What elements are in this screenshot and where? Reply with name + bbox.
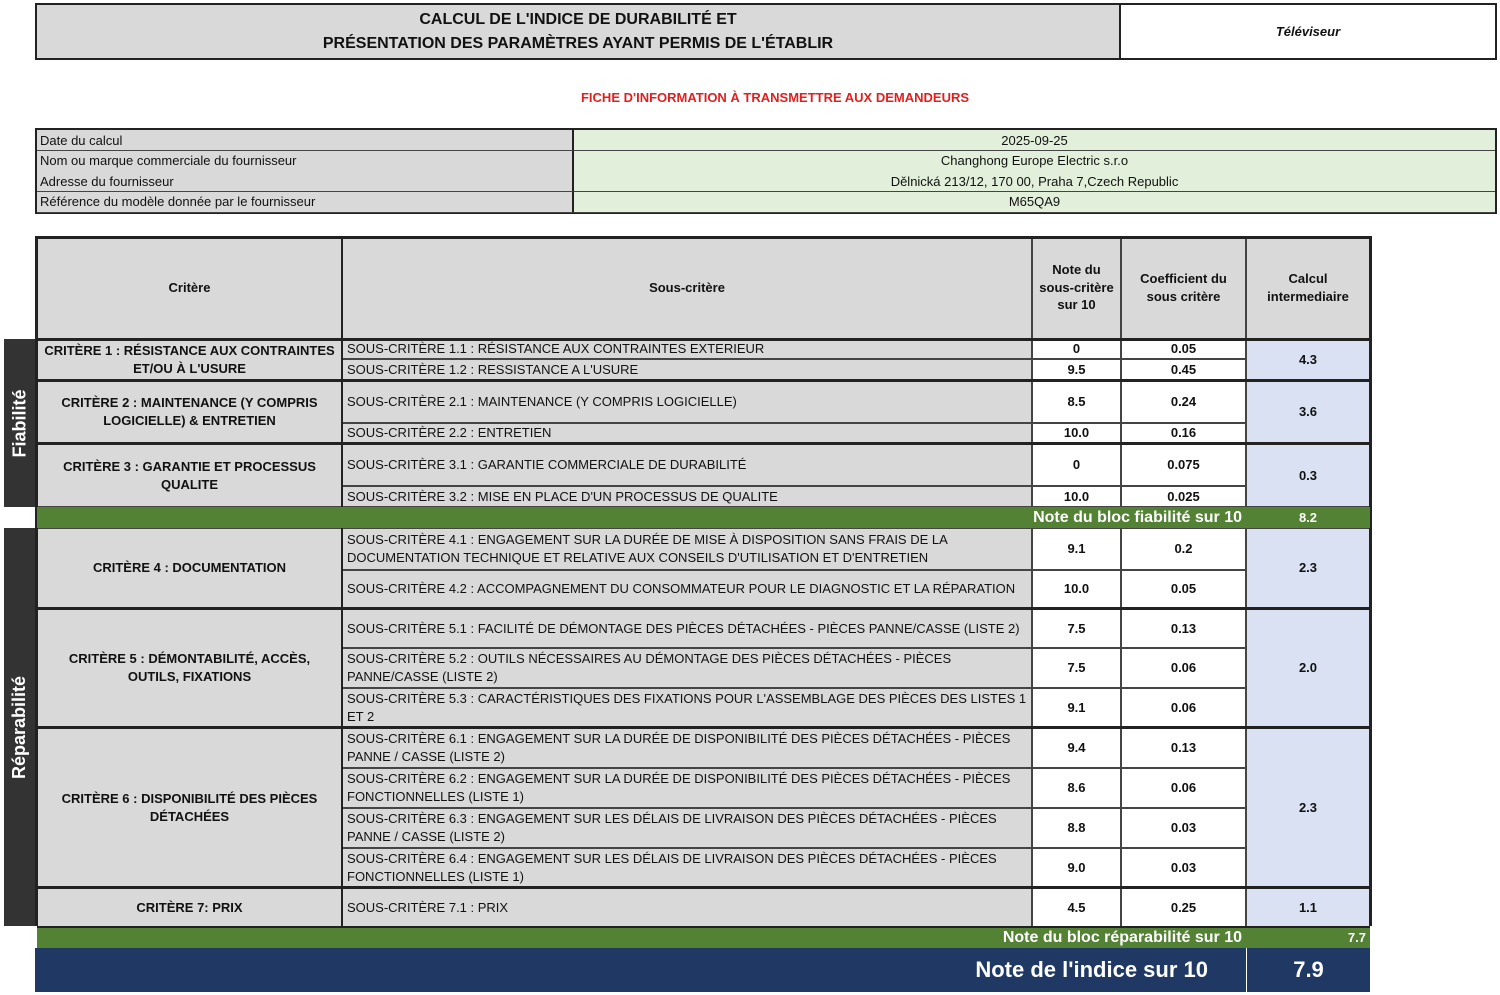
header-coef: Coefficient du sous critère bbox=[1121, 236, 1246, 339]
sub-criterion-coef: 0.06 bbox=[1121, 768, 1246, 808]
title-line-1: CALCUL DE L'INDICE DE DURABILITÉ ET bbox=[419, 10, 737, 28]
sub-criterion-note: 0 bbox=[1032, 339, 1121, 359]
sub-criterion-coef: 0.45 bbox=[1121, 359, 1246, 380]
product-type: Téléviseur bbox=[1121, 3, 1497, 60]
row-separator bbox=[37, 442, 1370, 445]
block-label-fiabilite: Fiabilité bbox=[4, 339, 35, 507]
sub-criterion-label: SOUS-CRITÈRE 3.2 : MISE EN PLACE D'UN PROCESSUS DE QUALITE bbox=[342, 486, 1032, 507]
sub-criterion-note: 9.5 bbox=[1032, 359, 1121, 380]
criterion-name: CRITÈRE 7: PRIX bbox=[37, 888, 342, 927]
criterion-name: CRITÈRE 1 : RÉSISTANCE AUX CONTRAINTES ET/OU À L'USURE bbox=[37, 339, 342, 380]
criterion-name: CRITÈRE 6 : DISPONIBILITÉ DES PIÈCES DÉTACHÉES bbox=[37, 728, 342, 888]
column-separator bbox=[341, 236, 343, 926]
sub-criterion-label: SOUS-CRITÈRE 4.1 : ENGAGEMENT SUR LA DURÉE DE MISE À DISPOSITION SANS FRAIS DE LA DOCUMENTATION TECHNIQUE ET RELATIVE AUX CONSEILS D'UTILISATION ET D'ENTRETIEN bbox=[342, 528, 1032, 570]
page-title bbox=[35, 3, 1121, 60]
sub-criterion-coef: 0.2 bbox=[1121, 528, 1246, 570]
criterion-name: CRITÈRE 3 : GARANTIE ET PROCESSUS QUALITE bbox=[37, 444, 342, 507]
sub-criterion-coef: 0.13 bbox=[1121, 728, 1246, 768]
sub-criterion-label: SOUS-CRITÈRE 6.3 : ENGAGEMENT SUR LES DÉLAIS DE LIVRAISON DES PIÈCES DÉTACHÉES - PIÈCES PANNE / CASSE (LISTE 2) bbox=[342, 808, 1032, 848]
sub-criterion-coef: 0.16 bbox=[1121, 423, 1246, 443]
sub-criterion-label: SOUS-CRITÈRE 2.2 : ENTRETIEN bbox=[342, 423, 1032, 443]
sub-criterion-label: SOUS-CRITÈRE 6.1 : ENGAGEMENT SUR LA DURÉE DE DISPONIBILITÉ DES PIÈCES DÉTACHÉES - PIÈCES PANNE / CASSE (LISTE 2) bbox=[342, 728, 1032, 768]
info-value: M65QA9 bbox=[574, 192, 1495, 213]
row-separator bbox=[37, 607, 1370, 610]
sub-criterion-label: SOUS-CRITÈRE 5.1 : FACILITÉ DE DÉMONTAGE DES PIÈCES DÉTACHÉES - PIÈCES PANNE/CASSE (LISTE 2) bbox=[342, 609, 1032, 648]
sub-criterion-label: SOUS-CRITÈRE 6.2 : ENGAGEMENT SUR LA DURÉE DE DISPONIBILITÉ DES PIÈCES DÉTACHÉES - PIÈCES FONCTIONNELLES (LISTE 1) bbox=[342, 768, 1032, 808]
info-row bbox=[37, 151, 1495, 172]
row-separator bbox=[37, 379, 1370, 382]
sub-criterion-label: SOUS-CRITÈRE 1.1 : RÉSISTANCE AUX CONTRAINTES EXTERIEUR bbox=[342, 339, 1032, 359]
criterion-name: CRITÈRE 5 : DÉMONTABILITÉ, ACCÈS, OUTILS, FIXATIONS bbox=[37, 609, 342, 727]
sub-criterion-label: SOUS-CRITÈRE 7.1 : PRIX bbox=[342, 888, 1032, 927]
sub-criterion-note: 10.0 bbox=[1032, 486, 1121, 507]
row-separator bbox=[37, 236, 1370, 239]
sub-criterion-note: 7.5 bbox=[1032, 609, 1121, 648]
row-separator bbox=[37, 886, 1370, 889]
info-row bbox=[37, 192, 1495, 213]
sub-criterion-label: SOUS-CRITÈRE 2.1 : MAINTENANCE (Y COMPRIS LOGICIELLE) bbox=[342, 381, 1032, 423]
info-row bbox=[37, 171, 1495, 192]
sub-criterion-coef: 0.06 bbox=[1121, 688, 1246, 727]
sub-criterion-note: 8.8 bbox=[1032, 808, 1121, 848]
info-label: Référence du modèle donnée par le fournisseur bbox=[37, 192, 574, 213]
sub-criterion-coef: 0.075 bbox=[1121, 444, 1246, 486]
info-table bbox=[35, 128, 1497, 214]
sub-criterion-label: SOUS-CRITÈRE 6.4 : ENGAGEMENT SUR LES DÉLAIS DE LIVRAISON DES PIÈCES DÉTACHÉES - PIÈCES FONCTIONNELLES (LISTE 1) bbox=[342, 848, 1032, 888]
block-label-reparabilite: Réparabilité bbox=[4, 528, 35, 926]
calcul-intermediaire: 2.3 bbox=[1246, 728, 1370, 888]
indice-total-value: 7.9 bbox=[1246, 948, 1370, 992]
sub-criterion-note: 7.5 bbox=[1032, 648, 1121, 688]
sub-criterion-coef: 0.25 bbox=[1121, 888, 1246, 927]
sub-criterion-note: 8.6 bbox=[1032, 768, 1121, 808]
calcul-intermediaire: 1.1 bbox=[1246, 888, 1370, 927]
sub-criterion-label: SOUS-CRITÈRE 4.2 : ACCOMPAGNEMENT DU CONSOMMATEUR POUR LE DIAGNOSTIC ET LA RÉPARATION bbox=[342, 570, 1032, 608]
sub-criterion-note: 9.4 bbox=[1032, 728, 1121, 768]
info-label: Date du calcul bbox=[37, 130, 574, 151]
criterion-name: CRITÈRE 4 : DOCUMENTATION bbox=[37, 528, 342, 608]
header-note: Note du sous-critère sur 10 bbox=[1032, 236, 1121, 339]
sub-criterion-label: SOUS-CRITÈRE 5.3 : CARACTÉRISTIQUES DES FIXATIONS POUR L'ASSEMBLAGE DES PIÈCES DES LISTES 1 ET 2 bbox=[342, 688, 1032, 727]
sub-criterion-coef: 0.025 bbox=[1121, 486, 1246, 507]
sub-criterion-coef: 0.03 bbox=[1121, 808, 1246, 848]
sub-criterion-note: 9.1 bbox=[1032, 688, 1121, 727]
header-calcul: Calcul intermediaire bbox=[1246, 236, 1370, 339]
sub-criterion-label: SOUS-CRITÈRE 1.2 : RESSISTANCE A L'USURE bbox=[342, 359, 1032, 380]
column-separator bbox=[1369, 236, 1372, 926]
column-separator bbox=[35, 236, 38, 926]
reparabilite-total-value: 7.7 bbox=[1246, 928, 1370, 948]
subtitle: FICHE D'INFORMATION À TRANSMETTRE AUX DEMANDEURS bbox=[580, 90, 970, 106]
sub-criterion-coef: 0.06 bbox=[1121, 648, 1246, 688]
reparabilite-total-label: Note du bloc réparabilité sur 10 bbox=[37, 928, 1246, 948]
row-separator bbox=[37, 726, 1370, 729]
info-label: Nom ou marque commerciale du fournisseur bbox=[37, 151, 574, 172]
sub-criterion-coef: 0.05 bbox=[1121, 570, 1246, 608]
sub-criterion-coef: 0.05 bbox=[1121, 339, 1246, 359]
sub-criterion-note: 9.1 bbox=[1032, 528, 1121, 570]
sub-criterion-coef: 0.03 bbox=[1121, 848, 1246, 888]
calcul-intermediaire: 2.3 bbox=[1246, 528, 1370, 608]
sub-criterion-coef: 0.24 bbox=[1121, 381, 1246, 423]
sub-criterion-coef: 0.13 bbox=[1121, 609, 1246, 648]
info-row bbox=[37, 130, 1495, 151]
sub-criterion-note: 8.5 bbox=[1032, 381, 1121, 423]
header-critere: Critère bbox=[37, 236, 342, 339]
info-value: 2025-09-25 bbox=[574, 130, 1495, 151]
calcul-intermediaire: 4.3 bbox=[1246, 339, 1370, 380]
header-sous-critere: Sous-critère bbox=[342, 236, 1032, 339]
fiabilite-total-label: Note du bloc fiabilité sur 10 bbox=[37, 507, 1246, 528]
info-label: Adresse du fournisseur bbox=[37, 171, 574, 192]
title-line-2: PRÉSENTATION DES PARAMÈTRES AYANT PERMIS DE L'ÉTABLIR bbox=[322, 34, 834, 52]
calcul-intermediaire: 2.0 bbox=[1246, 609, 1370, 727]
fiabilite-total-value: 8.2 bbox=[1246, 507, 1370, 528]
info-value: Dělnická 213/12, 170 00, Praha 7,Czech Republic bbox=[574, 171, 1495, 192]
sub-criterion-note: 10.0 bbox=[1032, 570, 1121, 608]
sub-criterion-label: SOUS-CRITÈRE 5.2 : OUTILS NÉCESSAIRES AU DÉMONTAGE DES PIÈCES DÉTACHÉES - PIÈCES PANNE/CASSE (LISTE 2) bbox=[342, 648, 1032, 688]
info-value: Changhong Europe Electric s.r.o bbox=[574, 151, 1495, 172]
sub-criterion-note: 4.5 bbox=[1032, 888, 1121, 927]
sub-criterion-note: 9.0 bbox=[1032, 848, 1121, 888]
row-separator bbox=[37, 338, 1370, 341]
sub-criterion-label: SOUS-CRITÈRE 3.1 : GARANTIE COMMERCIALE DE DURABILITÉ bbox=[342, 444, 1032, 486]
calcul-intermediaire: 0.3 bbox=[1246, 444, 1370, 507]
criterion-name: CRITÈRE 2 : MAINTENANCE (Y COMPRIS LOGICIELLE) & ENTRETIEN bbox=[37, 381, 342, 443]
indice-total-label: Note de l'indice sur 10 bbox=[35, 948, 1246, 992]
calcul-intermediaire: 3.6 bbox=[1246, 381, 1370, 443]
sub-criterion-note: 0 bbox=[1032, 444, 1121, 486]
sub-criterion-note: 10.0 bbox=[1032, 423, 1121, 443]
